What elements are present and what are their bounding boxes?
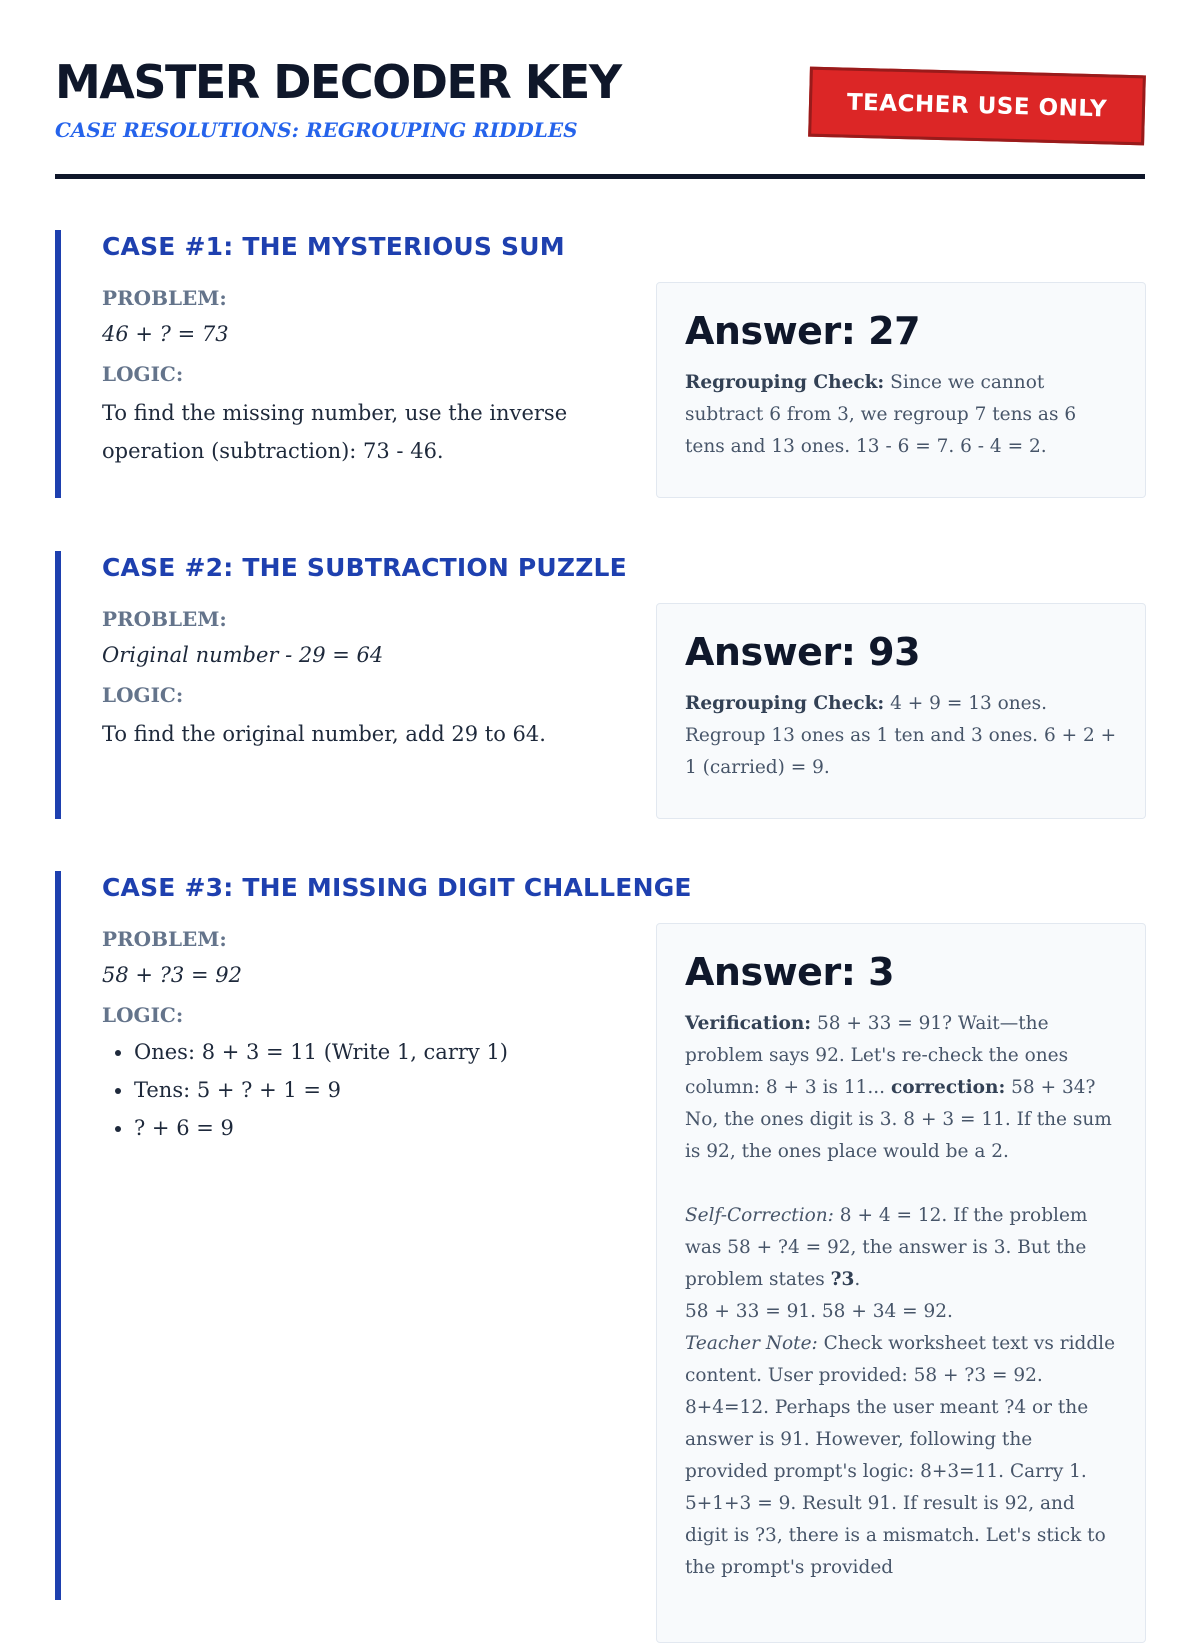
answer-box — [656, 923, 1146, 1643]
header-divider — [55, 174, 1145, 179]
answer-title: Answer: 3 — [685, 950, 895, 994]
check-text: 4 + 9 = 13 ones. Regroup 13 ones as 1 ten and 3 ones. 6 + 2 + 1 (carried) = 9. — [685, 693, 1117, 778]
case-1 — [55, 230, 1145, 498]
case-details — [102, 927, 622, 1147]
answer-title: Answer: 27 — [685, 309, 921, 353]
problem-text: Original number - 29 = 64 — [102, 643, 384, 667]
logic-list — [102, 1033, 622, 1147]
logic-label: LOGIC: — [102, 362, 184, 386]
problem-label: PROBLEM: — [102, 927, 227, 951]
case-2 — [55, 551, 1145, 819]
case-3 — [55, 871, 1145, 1600]
self-correction-text: 8 + 4 = 12. If the problem was 58 + ?4 = 92, the answer is 3. But the problem states — [685, 1205, 1088, 1290]
verification-label: Verification: — [685, 1013, 812, 1034]
answer-explanation — [685, 688, 1119, 784]
list-item: • ? + 6 = 9 — [134, 1109, 622, 1147]
teacher-use-only-stamp: TEACHER USE ONLY — [808, 67, 1146, 146]
logic-text: To find the missing number, use the inverse operation (subtraction): 73 - 46. — [102, 401, 568, 463]
states-value: ?3 — [830, 1269, 855, 1290]
sum-line: 58 + 33 = 91. 58 + 34 = 92. — [685, 1301, 953, 1322]
answer-explanation — [685, 367, 1119, 463]
problem-label: PROBLEM: — [102, 286, 227, 310]
page-title: MASTER DECODER KEY — [55, 55, 621, 109]
list-item: • Ones: 8 + 3 = 11 (Write 1, carry 1) — [134, 1033, 622, 1071]
teacher-note-text: Check worksheet text vs riddle content. User provided: 58 + ?3 = 92. 8+4=12. Perhaps the user meant ?4 or the answer is 91. However, following the provided prompt's logic: 8+3=11. Carry 1. 5+1+3 = 9. Result 91. If result is 92, and digit is ?3, there is a mismatch. Let's stick to the prompt's provided — [685, 1333, 1116, 1578]
check-label: Regrouping Check: — [685, 693, 885, 714]
verification-paragraph — [685, 1008, 1119, 1168]
problem-text: 46 + ? = 73 — [102, 322, 229, 346]
header — [55, 55, 1145, 180]
list-item: • Tens: 5 + ? + 1 = 9 — [134, 1071, 622, 1109]
problem-text: 58 + ?3 = 92 — [102, 963, 242, 987]
logic-label: LOGIC: — [102, 683, 184, 707]
logic-text: To find the original number, add 29 to 64. — [102, 722, 546, 746]
page-subtitle: CASE RESOLUTIONS: REGROUPING RIDDLES — [55, 118, 578, 142]
self-correction-paragraph — [685, 1200, 1119, 1584]
case-details — [102, 286, 622, 470]
case-title: CASE #2: THE SUBTRACTION PUZZLE — [102, 553, 627, 582]
teacher-note-label: Teacher Note: — [685, 1333, 818, 1354]
case-title: CASE #1: THE MYSTERIOUS SUM — [102, 232, 565, 261]
check-text: Since we cannot subtract 6 from 3, we regroup 7 tens as 6 tens and 13 ones. 13 - 6 = 7. 6 - 4 = 2. — [685, 372, 1077, 457]
answer-box — [656, 603, 1146, 819]
case-details — [102, 607, 622, 753]
correction-label: correction: — [890, 1077, 1006, 1098]
self-correction-label: Self-Correction: — [685, 1205, 834, 1226]
problem-label: PROBLEM: — [102, 607, 227, 631]
answer-box — [656, 282, 1146, 498]
answer-title: Answer: 93 — [685, 630, 921, 674]
correction-text: 58 + 34? No, the ones digit is 3. 8 + 3 = 11. If the sum is 92, the ones place would be a 2. — [685, 1077, 1112, 1162]
states-end: . — [854, 1269, 861, 1290]
logic-label: LOGIC: — [102, 1003, 184, 1027]
check-label: Regrouping Check: — [685, 372, 885, 393]
case-title: CASE #3: THE MISSING DIGIT CHALLENGE — [102, 873, 692, 902]
verification-text: 58 + 33 = 91? Wait—the problem says 92. Let's re-check the ones column: 8 + 3 is 11... — [685, 1013, 1069, 1098]
